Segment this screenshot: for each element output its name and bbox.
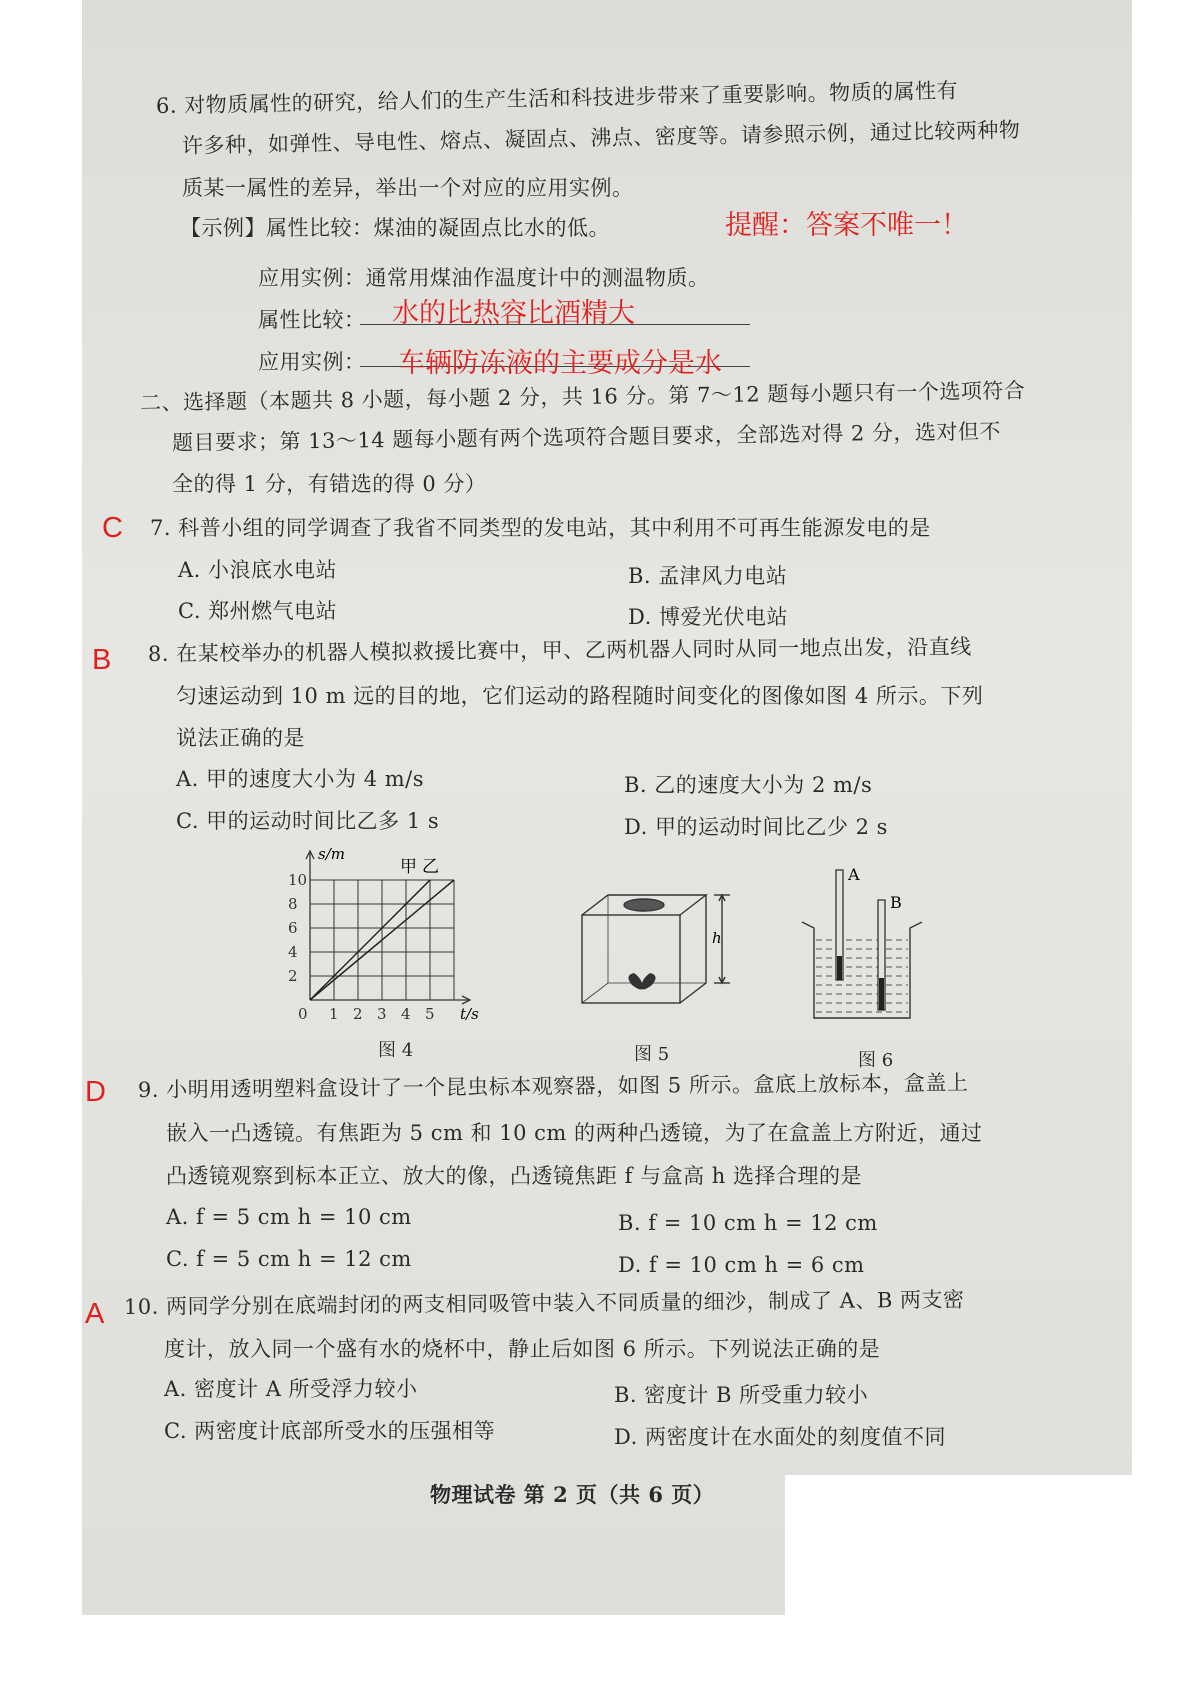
q6-example-property: 【示例】属性比较：煤油的凝固点比水的低。 — [180, 216, 610, 240]
q9-option-a[interactable]: A. f = 5 cm h = 10 cm — [166, 1205, 412, 1229]
section2-line-3: 全的得 1 分，有错选的得 0 分） — [172, 472, 487, 496]
fig4-ytick: 2 — [288, 967, 298, 985]
q9-line-2: 嵌入一凸透镜。有焦距为 5 cm 和 10 cm 的两种凸透镜，为了在盒盖上方附近，通过 — [166, 1121, 983, 1145]
q10-line-1: 10. 两同学分别在底端封闭的两支相同吸管中装入不同质量的细沙，制成了 A、B 两支密 — [123, 1287, 965, 1319]
densimeter-a-sand — [837, 956, 842, 980]
butterfly-icon — [628, 973, 655, 990]
q8-line-1: 8. 在某校举办的机器人模拟救援比赛中，甲、乙两机器人同时从同一地点出发，沿直线 — [147, 634, 972, 666]
fig4-label-yi: 乙 — [422, 857, 439, 877]
q10-option-a[interactable]: A. 密度计 A 所受浮力较小 — [164, 1377, 418, 1401]
q6-reminder: 提醒：答案不唯一！ — [725, 210, 968, 241]
page-footer: 物理试卷 第 2 页（共 6 页） — [430, 1482, 715, 1507]
q9-option-d[interactable]: D. f = 10 cm h = 6 cm — [618, 1253, 865, 1277]
q9-option-c[interactable]: C. f = 5 cm h = 12 cm — [166, 1247, 412, 1271]
q7-option-d[interactable]: D. 博爱光伏电站 — [628, 605, 788, 629]
fig4-ytick: 6 — [288, 919, 298, 937]
q10-option-d[interactable]: D. 两密度计在水面处的刻度值不同 — [614, 1425, 946, 1449]
fig4-ytick: 10 — [288, 871, 308, 889]
q9-line-1: 9. 小明用透明塑料盒设计了一个昆虫标本观察器，如图 5 所示。盒底上放标本，盒盖上 — [137, 1070, 969, 1102]
q8-option-c[interactable]: C. 甲的运动时间比乙多 1 s — [176, 809, 440, 833]
figure-6-caption: 图 6 — [858, 1050, 894, 1071]
q7-option-b[interactable]: B. 孟津风力电站 — [628, 564, 788, 588]
q6-application-label: 应用实例： — [258, 350, 366, 374]
q6-line-2: 许多种，如弹性、导电性、熔点、凝固点、沸点、密度等。请参照示例，通过比较两种物 — [181, 117, 1021, 158]
white-corner — [785, 1475, 1200, 1697]
q6-line-1: 6. 对物质属性的研究，给人们的生产生活和科技进步带来了重要影响。物质的属性有 — [155, 78, 959, 118]
q9-option-b[interactable]: B. f = 10 cm h = 12 cm — [618, 1211, 878, 1235]
figure-4-graph — [270, 845, 490, 1020]
fig4-xtick: 3 — [377, 1005, 387, 1020]
fig4-xtick: 5 — [425, 1005, 435, 1020]
q10-option-b[interactable]: B. 密度计 B 所受重力较小 — [614, 1383, 869, 1407]
fig4-xtick: 1 — [329, 1005, 339, 1020]
fig4-xtick: 0 — [298, 1005, 308, 1020]
q8-answer-mark: B — [92, 644, 112, 676]
q6-line-3: 质某一属性的差异，举出一个对应的应用实例。 — [182, 176, 634, 200]
q6-answer-property: 水的比热容比酒精大 — [392, 298, 635, 329]
densimeter-b-sand — [879, 978, 884, 1010]
q9-line-3: 凸透镜观察到标本正立、放大的像，凸透镜焦距 f 与盒高 h 选择合理的是 — [166, 1164, 862, 1188]
fig4-line-jia — [310, 880, 430, 1000]
figure-5-caption: 图 5 — [634, 1044, 670, 1065]
q8-option-a[interactable]: A. 甲的速度大小为 4 m/s — [176, 767, 424, 791]
fig4-xtick: 2 — [353, 1005, 363, 1020]
fig5-h-label: h — [712, 929, 722, 947]
q7-answer-mark: C — [102, 512, 123, 544]
q10-answer-mark: A — [85, 1298, 105, 1330]
q6-property-label: 属性比较： — [258, 308, 366, 332]
fig4-xlabel: t/s — [460, 1005, 479, 1020]
figure-4-caption: 图 4 — [378, 1040, 414, 1061]
exam-paper — [82, 0, 1132, 1615]
fig6-label-a: A — [848, 865, 860, 884]
q8-line-2: 匀速运动到 10 m 远的目的地，它们运动的路程随时间变化的图像如图 4 所示。下列 — [176, 684, 984, 708]
fig4-xtick: 4 — [401, 1005, 411, 1020]
fig6-label-b: B — [890, 893, 902, 912]
fig4-ylabel: s/m — [318, 845, 345, 863]
q9-answer-mark: D — [85, 1076, 106, 1108]
figure-6-beaker — [798, 860, 928, 1025]
q8-option-d[interactable]: D. 甲的运动时间比乙少 2 s — [624, 815, 888, 839]
q8-option-b[interactable]: B. 乙的速度大小为 2 m/s — [624, 773, 873, 797]
q10-option-c[interactable]: C. 两密度计底部所受水的压强相等 — [164, 1419, 496, 1443]
figure-5-box — [572, 885, 732, 1015]
fig4-label-jia: 甲 — [400, 857, 417, 877]
section2-line-1: 二、选择题（本题共 8 小题，每小题 2 分，共 16 分。第 7～12 题每小题只有一个选项符合 — [139, 378, 1026, 415]
q8-line-3: 说法正确的是 — [176, 726, 305, 750]
q6-answer-application: 车辆防冻液的主要成分是水 — [398, 348, 722, 379]
q10-line-2: 度计，放入同一个盛有水的烧杯中，静止后如图 6 所示。下列说法正确的是 — [164, 1337, 881, 1361]
q7-stem: 7. 科普小组的同学调查了我省不同类型的发电站，其中利用不可再生能源发电的是 — [150, 516, 931, 540]
fig4-ytick: 4 — [288, 943, 298, 961]
section2-line-2: 题目要求；第 13～14 题每小题有两个选项符合题目要求，全部选对得 2 分，选对但不 — [171, 419, 1002, 455]
q7-option-c[interactable]: C. 郑州燃气电站 — [178, 599, 338, 623]
fig4-ytick: 8 — [288, 895, 298, 913]
q7-option-a[interactable]: A. 小浪底水电站 — [178, 558, 338, 582]
q6-example-application: 应用实例：通常用煤油作温度计中的测温物质。 — [258, 266, 710, 290]
